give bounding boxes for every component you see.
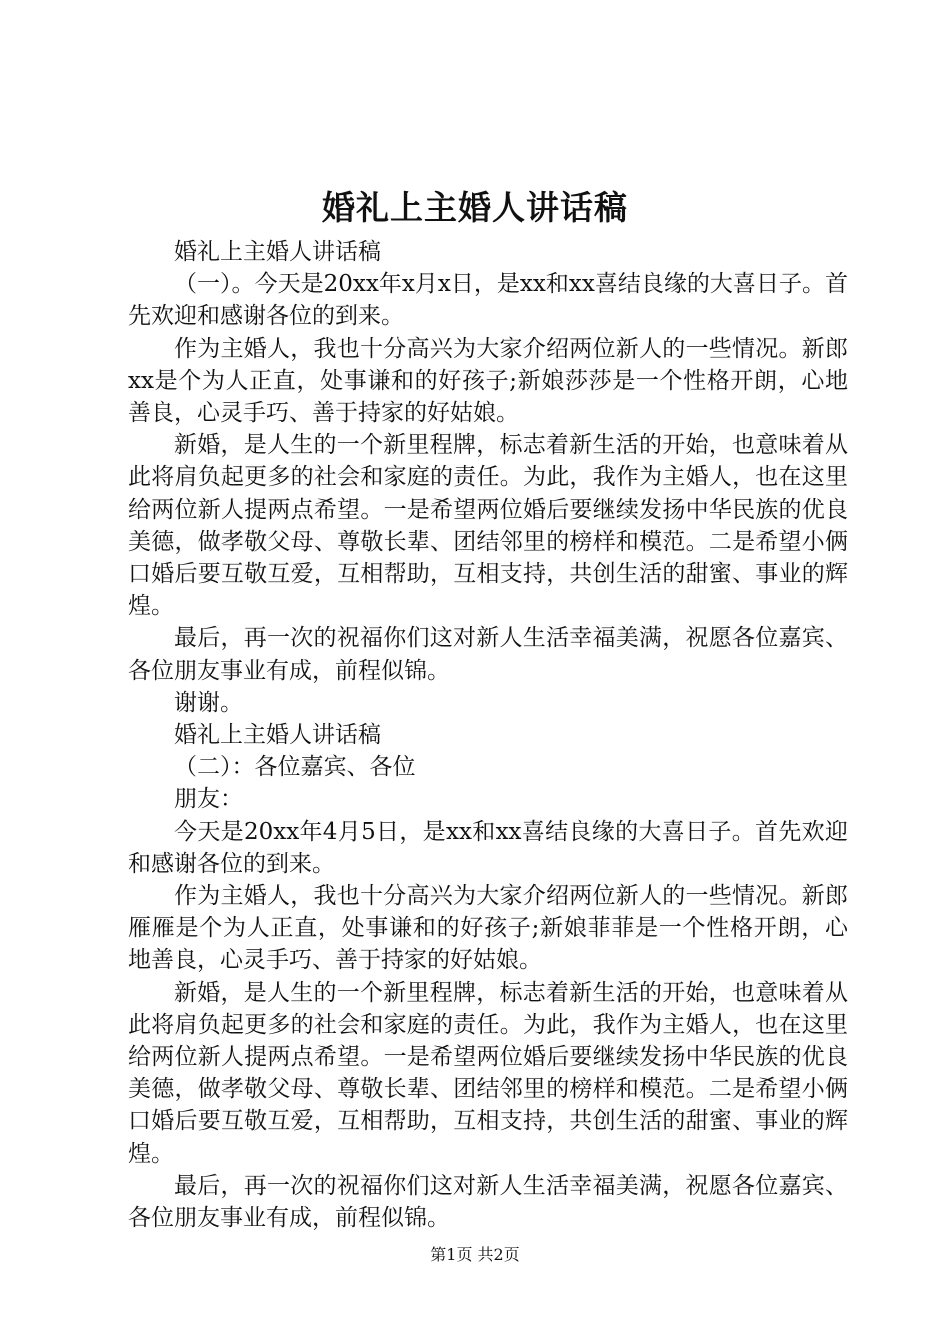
paragraph-salutation-cont-2: 朋友： — [174, 786, 243, 813]
paragraph-heading-1: 婚礼上主婚人讲话稿 — [174, 239, 381, 265]
paragraph-wishes-2: 新婚，是人生的一个新里程牌，标志着新生活的开始，也意味着从此将肩负起更多的社会和家庭的责任。为此，我作为主婚人，也在这里给两位新人提两点希望。一是希望两位婚后要继续发扬中华民族的优良美德，做孝敬父母、尊敬长辈、团结邻里的榜样和模范。二是希望小俩口婚后要互敬互爱，互相帮助，互相支持，共创生活的甜蜜、事业的辉煌。 — [128, 979, 848, 1167]
paragraph-salutation-2: （二）：各位嘉宾、各位 — [174, 754, 416, 781]
paragraph-couple-2: 作为主婚人，我也十分高兴为大家介绍两位新人的一些情况。新郎雁雁是个为人正直，处事谦和的好孩子;新娘菲菲是一个性格开朗，心地善良，心灵手巧、善于持家的好姑娘。 — [128, 883, 848, 974]
paragraph-closing-1: 最后，再一次的祝福你们这对新人生活幸福美满，祝愿各位嘉宾、各位朋友事业有成，前程似锦。 — [128, 625, 848, 684]
paragraph-closing-2: 最后，再一次的祝福你们这对新人生活幸福美满，祝愿各位嘉宾、各位朋友事业有成，前程似锦。 — [128, 1172, 848, 1232]
page-number-footer: 第1页 共2页 — [430, 1245, 520, 1264]
paragraph-intro-1: （一）。今天是20xx年x月x日，是xx和xx喜结良缘的大喜日子。首先欢迎和感谢各位的到来。 — [128, 271, 848, 330]
document-title: 婚礼上主婚人讲话稿 — [322, 188, 628, 227]
document-body — [128, 236, 848, 1234]
paragraph-heading-2: 婚礼上主婚人讲话稿 — [174, 722, 381, 749]
paragraph-intro-2: 今天是20xx年4月5日，是xx和xx喜结良缘的大喜日子。首先欢迎和感谢各位的到来。 — [128, 818, 848, 877]
paragraph-wishes-1: 新婚，是人生的一个新里程牌，标志着新生活的开始，也意味着从此将肩负起更多的社会和家庭的责任。为此，我作为主婚人，也在这里给两位新人提两点希望。一是希望两位婚后要继续发扬中华民族的优良美德，做孝敬父母、尊敬长辈、团结邻里的榜样和模范。二是希望小俩口婚后要互敬互爱，互相帮助，互相支持，共创生活的甜蜜、事业的辉煌。 — [128, 432, 848, 620]
paragraph-thanks-1: 谢谢。 — [174, 689, 243, 716]
paragraph-couple-1: 作为主婚人，我也十分高兴为大家介绍两位新人的一些情况。新郎xx是个为人正直，处事谦和的好孩子;新娘莎莎是一个性格开朗，心地善良，心灵手巧、善于持家的好姑娘。 — [128, 335, 848, 427]
